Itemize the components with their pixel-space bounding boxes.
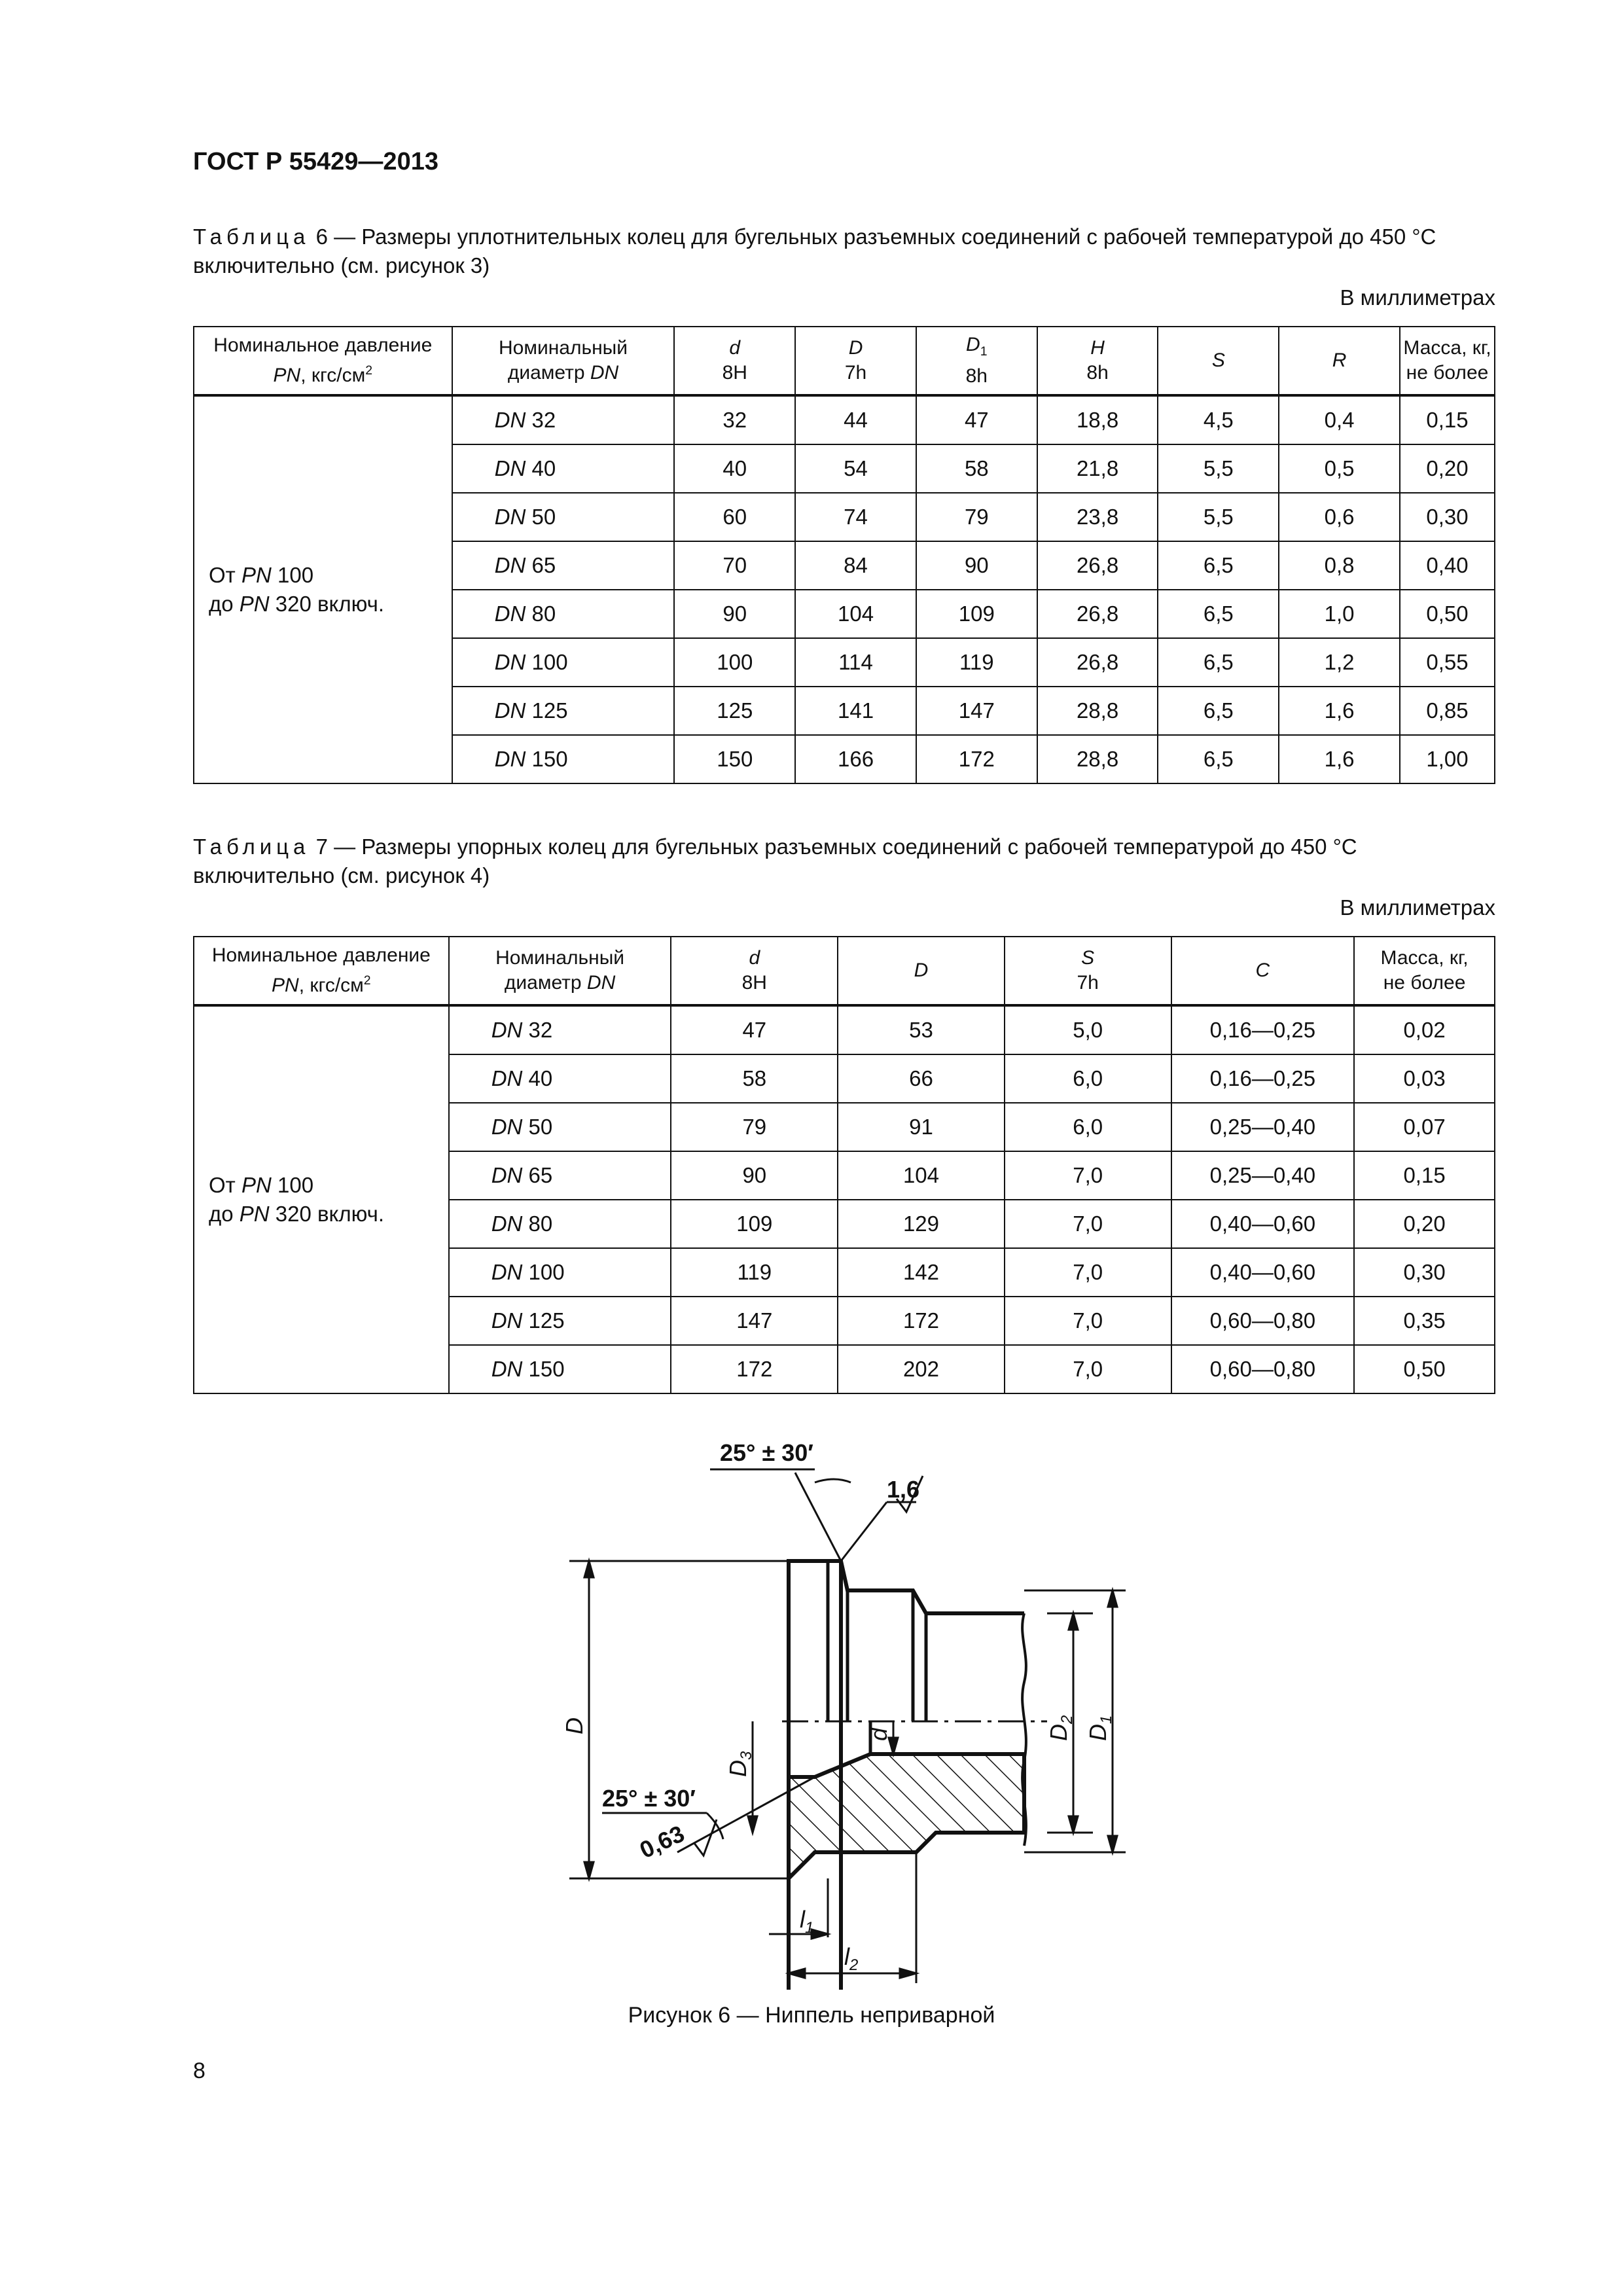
dn-cell: DN 150	[452, 735, 675, 783]
table7-header-mass: Масса, кг, не более	[1354, 937, 1495, 1005]
cell-s: 7,0	[1005, 1151, 1171, 1200]
table6-header-dn: Номинальный диаметр DN	[452, 327, 675, 395]
table6-caption	[193, 223, 1495, 280]
cell-c: 0,60—0,80	[1171, 1297, 1355, 1345]
cell-h: 18,8	[1037, 395, 1158, 444]
cell-d: 100	[674, 638, 795, 687]
table7-header-C: C	[1171, 937, 1355, 1005]
cell-d: 66	[838, 1054, 1005, 1103]
dn-cell: DN 32	[452, 395, 675, 444]
cell-m: 0,55	[1400, 638, 1495, 687]
cell-s: 4,5	[1158, 395, 1279, 444]
cell-r: 0,4	[1279, 395, 1400, 444]
table6-caption-label: Таблица	[193, 224, 310, 249]
cell-r: 1,6	[1279, 687, 1400, 735]
hatched-section	[789, 1754, 1024, 1878]
cell-s: 6,5	[1158, 590, 1279, 638]
cell-h: 26,8	[1037, 590, 1158, 638]
cell-s: 6,5	[1158, 541, 1279, 590]
pn-range-cell: От PN 100 до PN 320 включ.	[194, 1005, 449, 1393]
cell-c: 0,60—0,80	[1171, 1345, 1355, 1393]
dim-D3-label: $D_3$	[724, 1751, 755, 1777]
cell-d: 147	[671, 1297, 838, 1345]
cell-m: 0,20	[1354, 1200, 1495, 1248]
cell-d1: 47	[916, 395, 1037, 444]
dn-cell: DN 150	[449, 1345, 671, 1393]
nipple-drawing	[0, 1420, 1623, 1990]
cell-s: 7,0	[1005, 1345, 1171, 1393]
table6-header-d: d 8H	[674, 327, 795, 395]
cell-d: 172	[838, 1297, 1005, 1345]
cell-s: 6,0	[1005, 1054, 1171, 1103]
cell-d: 53	[838, 1005, 1005, 1054]
cell-m: 0,15	[1400, 395, 1495, 444]
cell-d: 125	[674, 687, 795, 735]
cell-d: 109	[671, 1200, 838, 1248]
cell-d: 47	[671, 1005, 838, 1054]
dn-cell: DN 40	[449, 1054, 671, 1103]
cell-m: 0,15	[1354, 1151, 1495, 1200]
pn-range-cell: От PN 100 до PN 320 включ.	[194, 395, 452, 783]
cell-c: 0,25—0,40	[1171, 1103, 1355, 1151]
dn-cell: DN 100	[449, 1248, 671, 1297]
dn-cell: DN 65	[452, 541, 675, 590]
cell-d1: 147	[916, 687, 1037, 735]
cell-s: 6,5	[1158, 735, 1279, 783]
cell-s: 5,5	[1158, 444, 1279, 493]
cell-d: 141	[795, 687, 916, 735]
cell-h: 21,8	[1037, 444, 1158, 493]
angle-bottom-label: 25° ± 30′	[602, 1785, 696, 1812]
angle-top-label: 25° ± 30′	[720, 1439, 813, 1466]
cell-r: 0,8	[1279, 541, 1400, 590]
cell-s: 7,0	[1005, 1248, 1171, 1297]
dn-cell: DN 100	[452, 638, 675, 687]
table7-units: В миллиметрах	[1340, 895, 1495, 920]
cell-d: 54	[795, 444, 916, 493]
cell-d: 129	[838, 1200, 1005, 1248]
dn-cell: DN 50	[452, 493, 675, 541]
dim-D2-label: $D_2$	[1045, 1715, 1076, 1741]
table6-units: В миллиметрах	[1340, 285, 1495, 310]
cell-c: 0,40—0,60	[1171, 1248, 1355, 1297]
cell-h: 28,8	[1037, 687, 1158, 735]
cell-r: 1,0	[1279, 590, 1400, 638]
table7-caption-text: — Размеры упорных колец для бугельных разъемных соединений с рабочей температурой до 450 °C включительно (см. рисунок 4)	[193, 834, 1357, 888]
roughness-bottom-label: 0,63	[635, 1820, 688, 1864]
cell-d: 172	[671, 1345, 838, 1393]
cell-d: 44	[795, 395, 916, 444]
table-row	[194, 1005, 1495, 1054]
cell-d: 202	[838, 1345, 1005, 1393]
cell-h: 23,8	[1037, 493, 1158, 541]
cell-m: 0,50	[1354, 1345, 1495, 1393]
dn-cell: DN 40	[452, 444, 675, 493]
cell-d: 142	[838, 1248, 1005, 1297]
table7-header-dn: Номинальный диаметр DN	[449, 937, 671, 1005]
cell-d: 90	[674, 590, 795, 638]
table7-header-pn: Номинальное давление PN, кгс/$см^2$	[194, 937, 449, 1005]
dim-l2-label: $l_2$	[844, 1943, 859, 1974]
cell-r: 0,5	[1279, 444, 1400, 493]
table6-header-pn: Номинальное давление PN, кгс/$см^2$	[194, 327, 452, 395]
cell-d: 60	[674, 493, 795, 541]
cell-d1: 79	[916, 493, 1037, 541]
table7-caption	[193, 833, 1495, 890]
cell-d1: 172	[916, 735, 1037, 783]
table6-caption-number: 6	[315, 224, 328, 249]
cell-m: 0,40	[1400, 541, 1495, 590]
cell-s: 5,0	[1005, 1005, 1171, 1054]
dim-D-label: D	[561, 1717, 588, 1734]
cell-s: 7,0	[1005, 1200, 1171, 1248]
cell-c: 0,16—0,25	[1171, 1005, 1355, 1054]
table6-header-H: H 8h	[1037, 327, 1158, 395]
table6-header-S: S	[1158, 327, 1279, 395]
table7-caption-label: Таблица	[193, 834, 310, 859]
cell-d: 104	[838, 1151, 1005, 1200]
table6-header-D: D 7h	[795, 327, 916, 395]
drawing-labels	[561, 1439, 1115, 1974]
cell-h: 26,8	[1037, 638, 1158, 687]
table7-header-S: S 7h	[1005, 937, 1171, 1005]
upper-body-outline	[841, 1561, 1024, 1613]
cell-c: 0,25—0,40	[1171, 1151, 1355, 1200]
cell-d: 79	[671, 1103, 838, 1151]
dn-cell: DN 50	[449, 1103, 671, 1151]
cell-c: 0,16—0,25	[1171, 1054, 1355, 1103]
cell-s: 5,5	[1158, 493, 1279, 541]
cell-d: 32	[674, 395, 795, 444]
cell-d: 104	[795, 590, 916, 638]
cell-m: 0,03	[1354, 1054, 1495, 1103]
cell-d1: 90	[916, 541, 1037, 590]
table6	[193, 326, 1495, 784]
table6-caption-text: — Размеры уплотнительных колец для бугельных разъемных соединений с рабочей температурой до 450 °C включительно (см. рисунок 3)	[193, 224, 1436, 278]
cell-c: 0,40—0,60	[1171, 1200, 1355, 1248]
page-number: 8	[193, 2058, 205, 2083]
cell-m: 0,30	[1400, 493, 1495, 541]
cell-s: 7,0	[1005, 1297, 1171, 1345]
cell-m: 0,50	[1400, 590, 1495, 638]
roughness-top-label: 1,6	[887, 1476, 920, 1503]
table7	[193, 936, 1495, 1394]
cell-m: 0,35	[1354, 1297, 1495, 1345]
table7-header-d: d 8H	[671, 937, 838, 1005]
document-header: ГОСТ Р 55429—2013	[193, 148, 438, 175]
dim-l1-label: $l_1$	[800, 1906, 814, 1937]
cell-m: 0,30	[1354, 1248, 1495, 1297]
cell-d1: 119	[916, 638, 1037, 687]
cell-h: 26,8	[1037, 541, 1158, 590]
table6-header-mass: Масса, кг, не более	[1400, 327, 1495, 395]
cell-d: 166	[795, 735, 916, 783]
cell-d1: 109	[916, 590, 1037, 638]
cell-d: 114	[795, 638, 916, 687]
dim-D1-label: $D_1$	[1084, 1715, 1115, 1741]
dn-cell: DN 125	[452, 687, 675, 735]
cell-m: 0,85	[1400, 687, 1495, 735]
cell-r: 1,6	[1279, 735, 1400, 783]
table6-header-D1: $D_1$ 8h	[916, 327, 1037, 395]
cell-d: 91	[838, 1103, 1005, 1151]
cell-h: 28,8	[1037, 735, 1158, 783]
cell-d: 150	[674, 735, 795, 783]
cell-d1: 58	[916, 444, 1037, 493]
table6-header-R: R	[1279, 327, 1400, 395]
cell-m: 0,20	[1400, 444, 1495, 493]
dn-cell: DN 65	[449, 1151, 671, 1200]
cell-d: 84	[795, 541, 916, 590]
dn-cell: DN 80	[449, 1200, 671, 1248]
cell-d: 58	[671, 1054, 838, 1103]
cell-d: 74	[795, 493, 916, 541]
dim-d-label: d	[865, 1727, 892, 1741]
cell-s: 6,0	[1005, 1103, 1171, 1151]
cell-m: 1,00	[1400, 735, 1495, 783]
cell-s: 6,5	[1158, 638, 1279, 687]
cell-m: 0,07	[1354, 1103, 1495, 1151]
dn-cell: DN 80	[452, 590, 675, 638]
cell-r: 0,6	[1279, 493, 1400, 541]
cell-r: 1,2	[1279, 638, 1400, 687]
table7-caption-number: 7	[315, 834, 328, 859]
figure-caption: Рисунок 6 — Ниппель неприварной	[628, 2003, 995, 2028]
dn-cell: DN 125	[449, 1297, 671, 1345]
cell-d: 70	[674, 541, 795, 590]
table-row	[194, 395, 1495, 444]
cell-d: 40	[674, 444, 795, 493]
dimensions	[569, 1469, 1126, 1983]
dn-cell: DN 32	[449, 1005, 671, 1054]
cell-s: 6,5	[1158, 687, 1279, 735]
cell-d: 90	[671, 1151, 838, 1200]
cell-m: 0,02	[1354, 1005, 1495, 1054]
cell-d: 119	[671, 1248, 838, 1297]
table7-header-D: D	[838, 937, 1005, 1005]
